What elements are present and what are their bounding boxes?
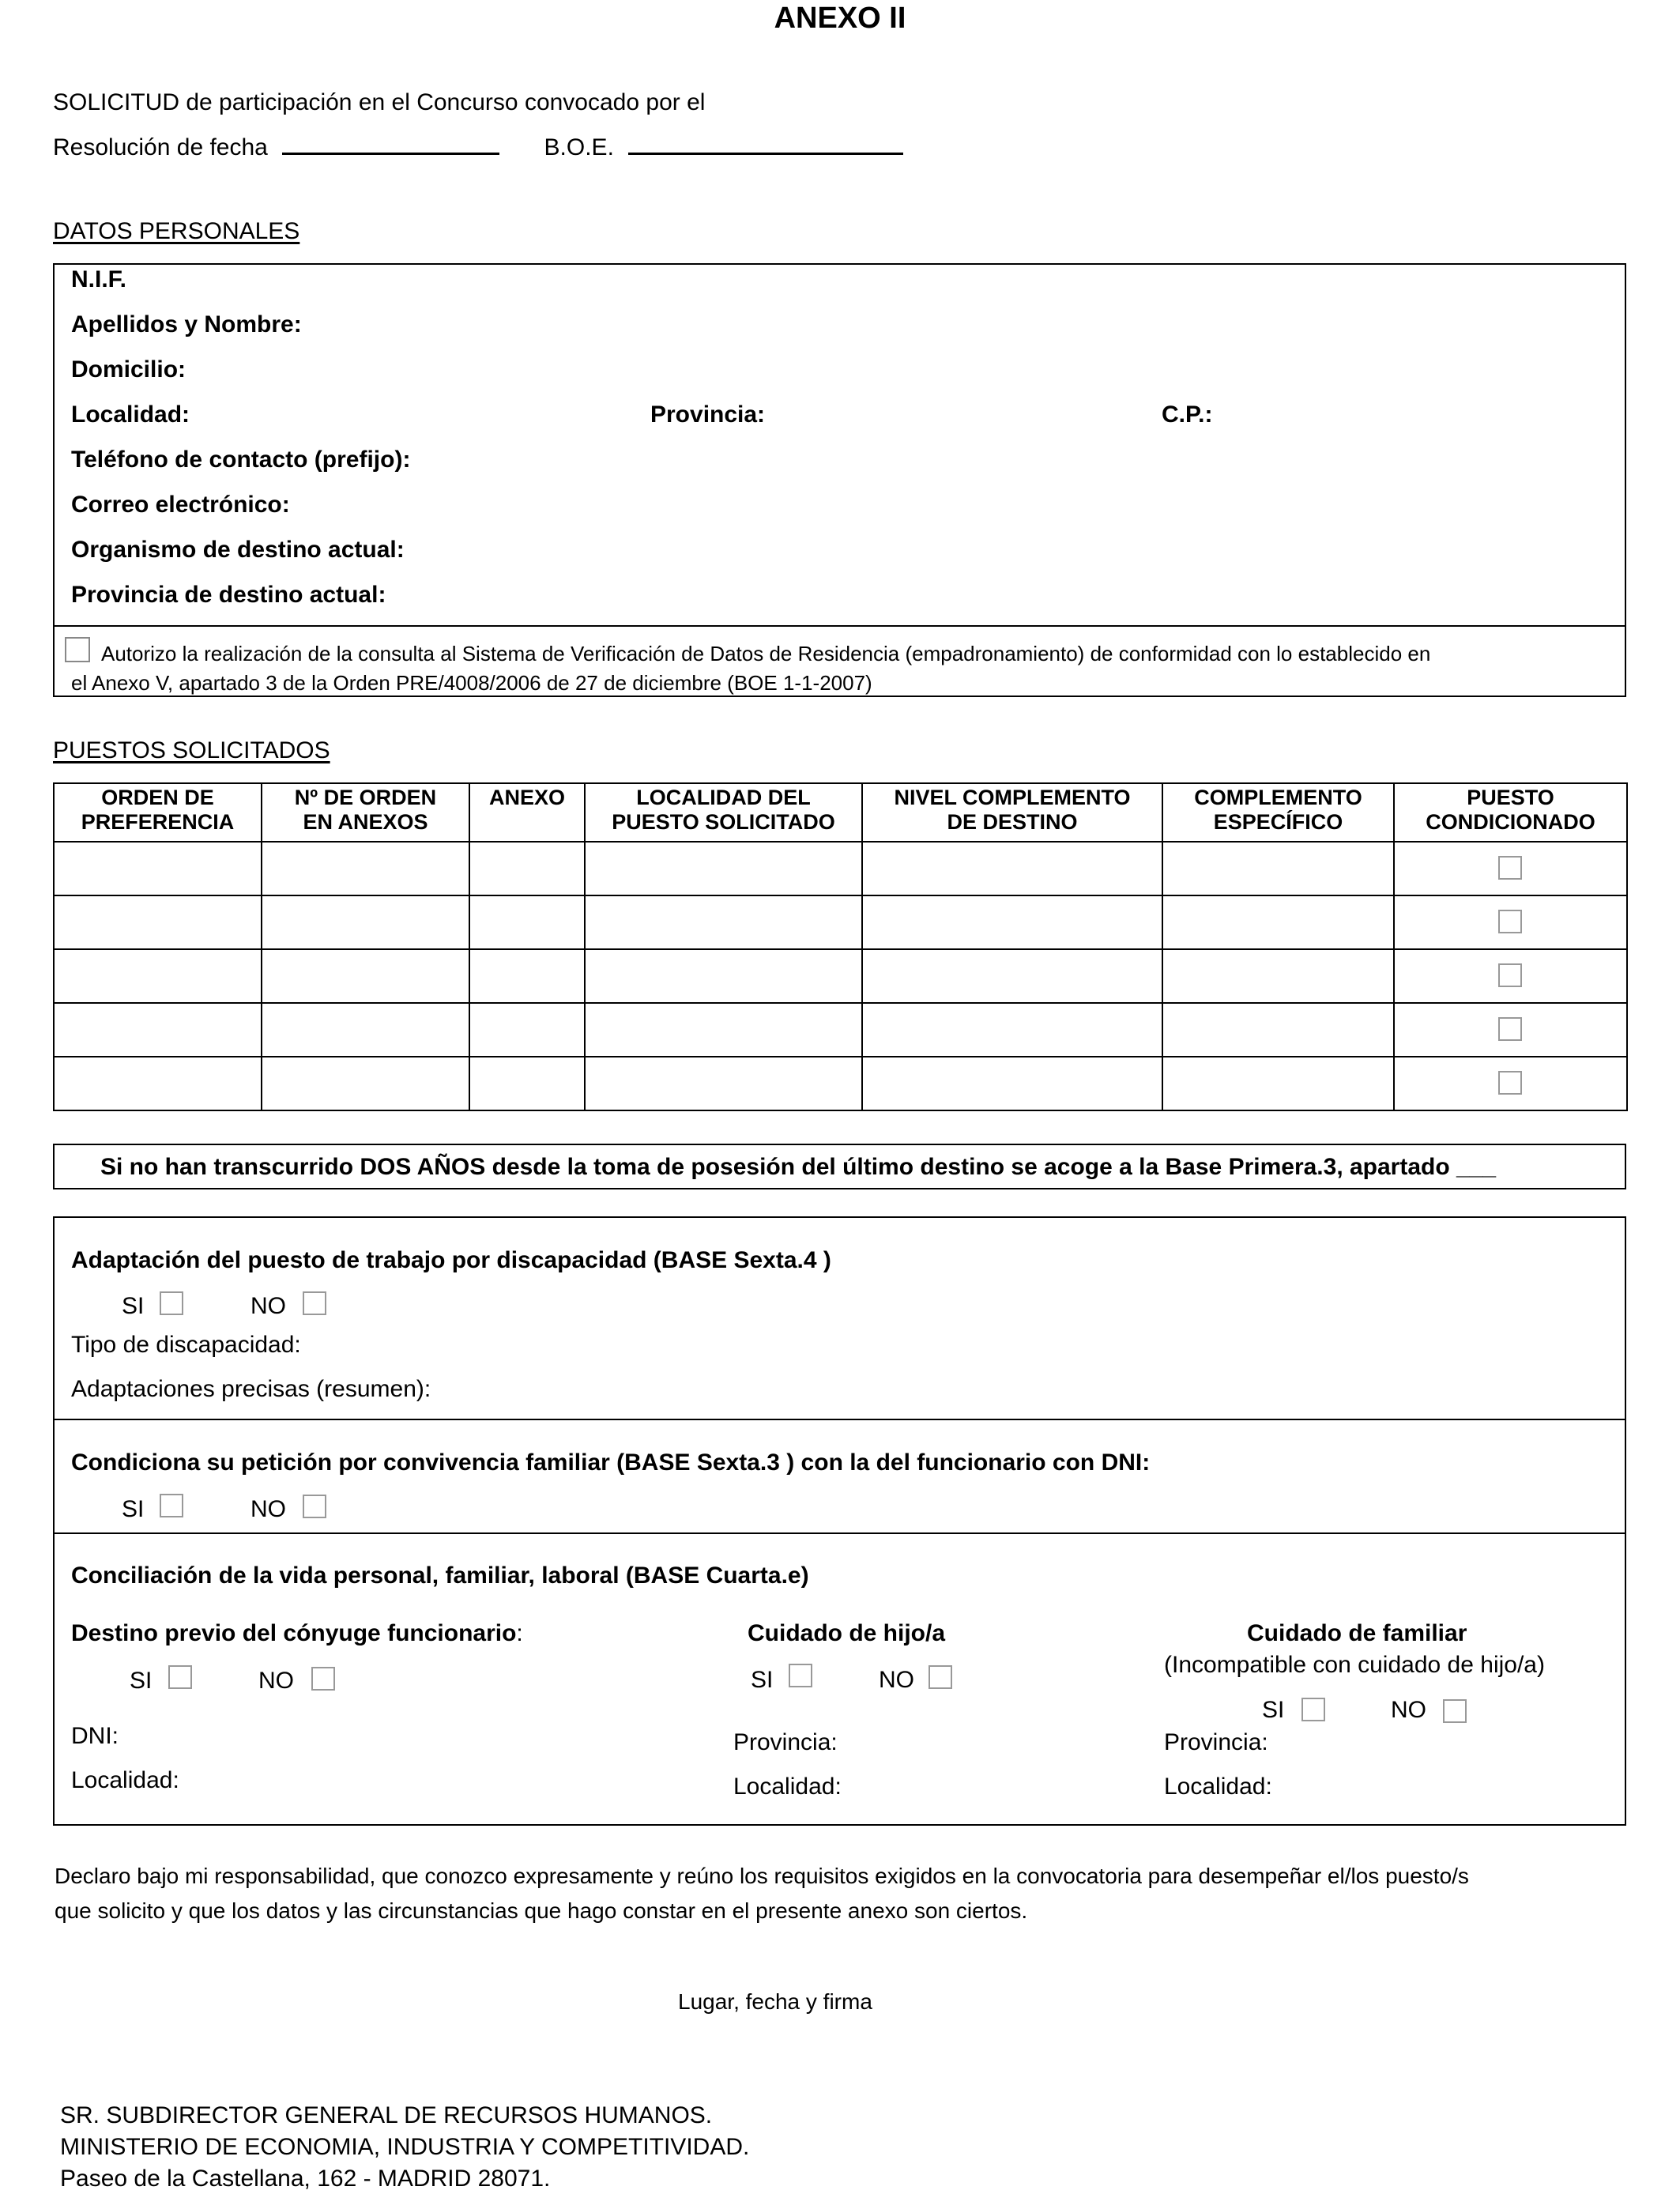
familiar-provincia-label: Provincia:	[1164, 1729, 1268, 1755]
table-cell[interactable]	[862, 895, 1162, 949]
conciliacion-heading: Conciliación de la vida personal, familiar, laboral (BASE Cuarta.e)	[71, 1563, 809, 1589]
table-cell[interactable]	[54, 1003, 262, 1057]
conyuge-no-checkbox[interactable]	[311, 1667, 335, 1691]
table-cell[interactable]	[469, 1057, 585, 1110]
table-cell	[1394, 895, 1627, 949]
table-row	[54, 842, 1627, 895]
hijo-title: Cuidado de hijo/a	[748, 1620, 946, 1646]
table-row	[54, 949, 1627, 1003]
table-cell	[1394, 1057, 1627, 1110]
table-row	[54, 1057, 1627, 1110]
conyuge-si-label: SI	[130, 1668, 153, 1694]
table-cell[interactable]	[585, 949, 862, 1003]
column-header: PUESTO CONDICIONADO	[1394, 783, 1627, 842]
table-cell[interactable]	[585, 842, 862, 895]
column-header: NIVEL COMPLEMENTO DE DESTINO	[862, 783, 1162, 842]
declaracion-line1: Declaro bajo mi responsabilidad, que conozco expresamente y reúno los requisitos exigidos en la convocatoria para desempeñar el/los puesto/s	[55, 1864, 1469, 1888]
hijo-no-checkbox[interactable]	[929, 1665, 952, 1689]
divider	[53, 1532, 1626, 1534]
condiciona-heading: Condiciona su petición por convivencia familiar (BASE Sexta.3 ) con la del funcionario con DNI:	[71, 1449, 1151, 1476]
puesto-condicionado-checkbox[interactable]	[1498, 910, 1522, 933]
puesto-condicionado-checkbox[interactable]	[1498, 1017, 1522, 1041]
tipo-discapacidad-label: Tipo de discapacidad:	[71, 1332, 301, 1358]
table-cell[interactable]	[262, 1003, 469, 1057]
nif-label: N.I.F.	[71, 266, 127, 292]
hijo-provincia-label: Provincia:	[733, 1729, 838, 1755]
resolucion-fecha-field[interactable]	[282, 149, 499, 155]
adaptacion-no-label: NO	[250, 1293, 286, 1319]
table-cell[interactable]	[469, 1003, 585, 1057]
table-cell[interactable]	[862, 842, 1162, 895]
familiar-subtitle: (Incompatible con cuidado de hijo/a)	[1164, 1652, 1545, 1678]
hijo-localidad-label: Localidad:	[733, 1774, 842, 1800]
destinatario-line2: MINISTERIO DE ECONOMIA, INDUSTRIA Y COMPETITIVIDAD.	[60, 2134, 750, 2160]
puestos-table	[53, 782, 1628, 1111]
table-cell[interactable]	[54, 842, 262, 895]
familiar-no-checkbox[interactable]	[1443, 1699, 1467, 1723]
familiar-si-checkbox[interactable]	[1301, 1698, 1325, 1721]
table-cell[interactable]	[262, 842, 469, 895]
table-cell[interactable]	[262, 949, 469, 1003]
table-cell	[1394, 842, 1627, 895]
adaptacion-si-checkbox[interactable]	[160, 1291, 183, 1315]
familiar-localidad-label: Localidad:	[1164, 1774, 1272, 1800]
table-cell[interactable]	[469, 949, 585, 1003]
table-cell[interactable]	[1162, 1003, 1394, 1057]
table-cell[interactable]	[585, 1003, 862, 1057]
puestos-heading: PUESTOS SOLICITADOS	[53, 737, 330, 763]
apellidos-label: Apellidos y Nombre:	[71, 311, 302, 337]
conyuge-dni-label: DNI:	[71, 1723, 119, 1749]
table-cell[interactable]	[1162, 895, 1394, 949]
familiar-title: Cuidado de familiar	[1247, 1620, 1467, 1646]
table-cell	[1394, 949, 1627, 1003]
datos-personales-heading: DATOS PERSONALES	[53, 218, 300, 244]
table-cell[interactable]	[469, 895, 585, 949]
puesto-condicionado-checkbox[interactable]	[1498, 963, 1522, 987]
adaptacion-no-checkbox[interactable]	[303, 1291, 326, 1315]
divider	[53, 1419, 1626, 1420]
table-cell[interactable]	[1162, 842, 1394, 895]
resolucion-line	[53, 134, 903, 162]
table-cell[interactable]	[262, 895, 469, 949]
condiciona-no-checkbox[interactable]	[303, 1495, 326, 1518]
table-row	[54, 895, 1627, 949]
condiciona-no-label: NO	[250, 1496, 286, 1522]
table-cell[interactable]	[54, 949, 262, 1003]
table-cell[interactable]	[262, 1057, 469, 1110]
provincia-label: Provincia:	[650, 401, 766, 428]
autorizo-text-line2: el Anexo V, apartado 3 de la Orden PRE/4008/2006 de 27 de diciembre (BOE 1-1-2007)	[71, 671, 872, 695]
table-cell[interactable]	[54, 1057, 262, 1110]
conyuge-no-label: NO	[258, 1668, 294, 1694]
cp-label: C.P.:	[1162, 401, 1213, 428]
condiciones-box	[53, 1216, 1626, 1826]
hijo-no-label: NO	[879, 1667, 914, 1693]
dos-anos-text: Si no han transcurrido DOS AÑOS desde la toma de posesión del último destino se acoge a la Base Primera.3, apartado ___	[100, 1154, 1497, 1180]
autorizo-text-line1: Autorizo la realización de la consulta al Sistema de Verificación de Datos de Residencia (empadronamiento) de conformidad con lo establecido en	[101, 642, 1431, 665]
familiar-no-label: NO	[1391, 1697, 1426, 1723]
table-cell[interactable]	[585, 895, 862, 949]
condiciona-si-label: SI	[122, 1496, 145, 1522]
table-cell	[1394, 1003, 1627, 1057]
table-cell[interactable]	[862, 949, 1162, 1003]
table-row	[54, 1003, 1627, 1057]
table-cell[interactable]	[862, 1057, 1162, 1110]
hijo-si-label: SI	[751, 1667, 774, 1693]
provincia-destino-label: Provincia de destino actual:	[71, 582, 386, 608]
condiciona-si-checkbox[interactable]	[160, 1494, 183, 1517]
table-cell[interactable]	[469, 842, 585, 895]
table-cell[interactable]	[1162, 949, 1394, 1003]
organismo-label: Organismo de destino actual:	[71, 537, 405, 563]
boe-field[interactable]	[628, 149, 903, 155]
adaptaciones-label: Adaptaciones precisas (resumen):	[71, 1376, 431, 1402]
column-header: ORDEN DE PREFERENCIA	[54, 783, 262, 842]
table-header-row	[54, 783, 1627, 842]
conyuge-localidad-label: Localidad:	[71, 1767, 179, 1793]
destinatario-line1: SR. SUBDIRECTOR GENERAL DE RECURSOS HUMANOS.	[60, 2102, 713, 2128]
table-cell[interactable]	[1162, 1057, 1394, 1110]
autorizo-checkbox[interactable]	[65, 637, 90, 662]
column-header: ANEXO	[469, 783, 585, 842]
correo-label: Correo electrónico:	[71, 492, 290, 518]
table-cell[interactable]	[54, 895, 262, 949]
boe-label: B.O.E.	[544, 134, 614, 160]
localidad-label: Localidad:	[71, 401, 190, 428]
firma-label: Lugar, fecha y firma	[678, 1989, 872, 2014]
telefono-label: Teléfono de contacto (prefijo):	[71, 447, 411, 473]
column-header: LOCALIDAD DEL PUESTO SOLICITADO	[585, 783, 862, 842]
conyuge-si-checkbox[interactable]	[168, 1665, 192, 1689]
hijo-si-checkbox[interactable]	[789, 1664, 812, 1687]
destinatario-line3: Paseo de la Castellana, 162 - MADRID 28071.	[60, 2166, 551, 2192]
declaracion-line2: que solicito y que los datos y las circunstancias que hago constar en el presente anexo son ciertos.	[55, 1898, 1028, 1923]
adaptacion-heading: Adaptación del puesto de trabajo por discapacidad (BASE Sexta.4 )	[71, 1247, 831, 1273]
column-header: Nº DE ORDEN EN ANEXOS	[262, 783, 469, 842]
table-cell[interactable]	[862, 1003, 1162, 1057]
column-header: COMPLEMENTO ESPECÍFICO	[1162, 783, 1394, 842]
table-cell[interactable]	[585, 1057, 862, 1110]
divider	[53, 625, 1626, 627]
resolucion-label: Resolución de fecha	[53, 134, 268, 160]
familiar-si-label: SI	[1262, 1697, 1285, 1723]
adaptacion-si-label: SI	[122, 1293, 145, 1319]
domicilio-label: Domicilio:	[71, 356, 186, 383]
solicitud-text: SOLICITUD de participación en el Concurso convocado por el	[53, 89, 706, 115]
puesto-condicionado-checkbox[interactable]	[1498, 856, 1522, 880]
page-title: ANEXO II	[774, 2, 906, 35]
puesto-condicionado-checkbox[interactable]	[1498, 1071, 1522, 1095]
conyuge-title: Destino previo del cónyuge funcionario:	[71, 1620, 523, 1646]
